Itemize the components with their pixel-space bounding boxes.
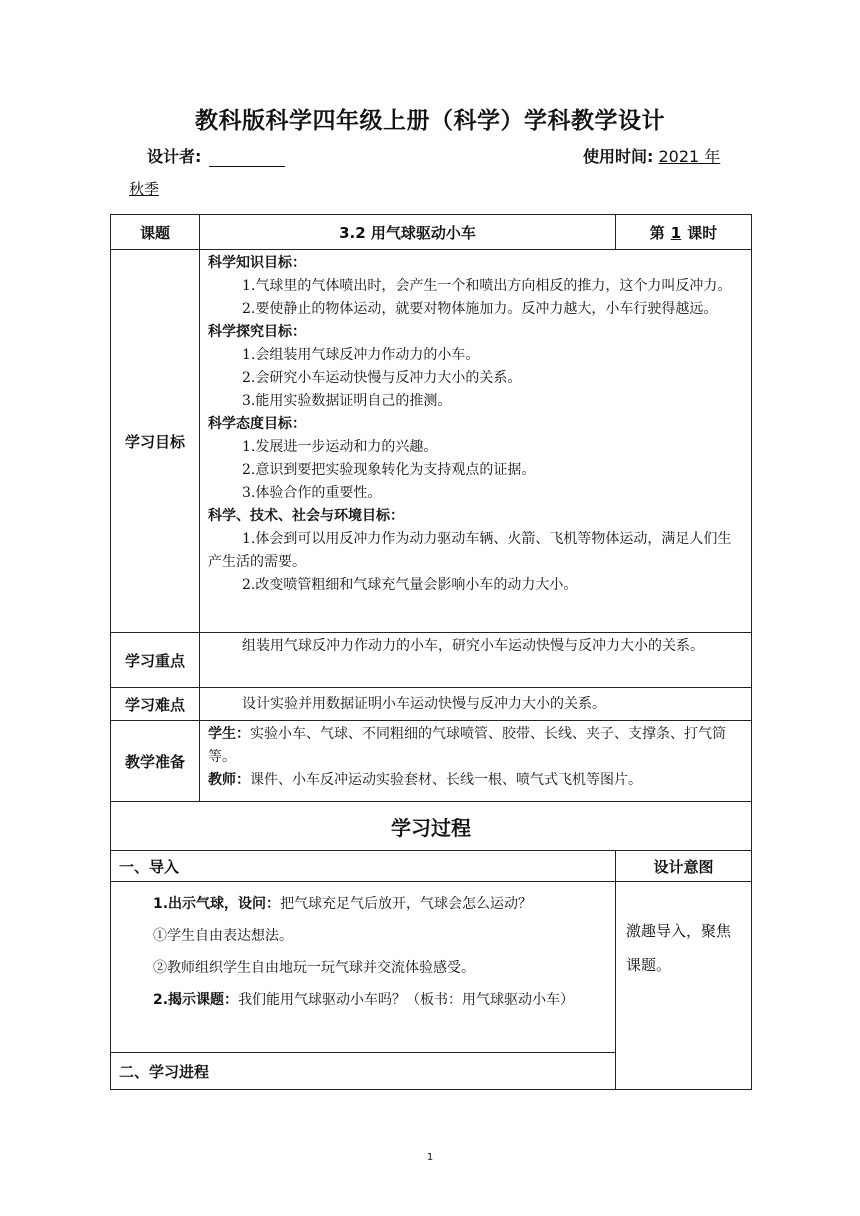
period-suffix: 课时 — [687, 223, 718, 242]
intent-content: 激趣导入，聚焦课题。 — [616, 882, 752, 1090]
answer-2: ②教师组织学生自由地玩一玩气球并交流体验感受。 — [153, 960, 475, 976]
sts-item: 2.改变喷管粗细和气球充气量会影响小车的动力大小。 — [242, 577, 578, 593]
attitude-item: 2.意识到要把实验现象转化为支持观点的证据。 — [242, 462, 536, 478]
teacher-prep-label: 教师： — [208, 772, 250, 788]
difficulty-content — [200, 688, 752, 721]
attitude-item: 3.体验合作的重要性。 — [242, 485, 382, 501]
inquiry-item: 2.会研究小车运动快慢与反冲力大小的关系。 — [242, 370, 522, 386]
student-prep-text: 实验小车、气球、不同粗细的气球喷管、胶带、长线、夹子、支撑条、打气筒等。 — [208, 726, 726, 765]
intro-step-title: 一、导入 — [111, 851, 616, 882]
intro-body-row — [111, 882, 752, 1053]
inquiry-item: 1.会组装用气球反冲力作动力的小车。 — [242, 347, 480, 363]
topic-label: 课题 — [111, 215, 200, 250]
preparation-content — [200, 721, 752, 802]
inquiry-item: 3.能用实验数据证明自己的推测。 — [242, 393, 452, 409]
usage-time-field — [583, 144, 720, 167]
period-number: 1 — [670, 223, 682, 242]
difficulty-text: 设计实验并用数据证明小车运动快慢与反冲力大小的关系。 — [242, 695, 606, 712]
usage-season: 秋季 — [129, 180, 160, 198]
key-point-row — [111, 633, 752, 688]
difficulty-row — [111, 688, 752, 721]
question-1 — [119, 888, 607, 920]
key-point-content — [200, 633, 752, 688]
period-prefix: 第 — [649, 223, 665, 242]
intent-header: 设计意图 — [616, 851, 752, 882]
document-title: 教科版科学四年级上册（科学）学科教学设计 — [195, 108, 665, 134]
topic-row — [111, 215, 752, 250]
sts-heading: 科学、技术、社会与环境目标： — [208, 508, 404, 524]
intro-body — [111, 882, 616, 1053]
period-cell — [616, 215, 752, 250]
goals-row — [111, 250, 752, 633]
process-section-title: 学习过程 — [111, 802, 752, 851]
topic-value: 3.2 用气球驱动小车 — [200, 215, 616, 250]
question-2-text: 我们能用气球驱动小车吗？（板书：用气球驱动小车） — [238, 992, 575, 1008]
lesson-plan-table — [110, 214, 752, 1090]
progress-step-title: 二、学习进程 — [111, 1053, 616, 1090]
page-number: 1 — [426, 1152, 434, 1163]
designer-field — [147, 144, 285, 167]
usage-time-value: 2021 年 — [658, 147, 721, 166]
attitude-item: 1.发展进一步运动和力的兴趣。 — [242, 439, 438, 455]
question-2 — [119, 984, 607, 1016]
process-title-row — [111, 802, 752, 851]
usage-time-label: 使用时间: — [583, 147, 654, 166]
question-2-lead: 2.揭示课题： — [153, 992, 239, 1008]
preparation-label: 教学准备 — [111, 721, 200, 802]
student-prep-label: 学生： — [208, 726, 250, 742]
goals-content — [200, 250, 752, 633]
question-1-lead: 1.出示气球，设问： — [153, 896, 281, 912]
key-point-text: 组装用气球反冲力作动力的小车，研究小车运动快慢与反冲力大小的关系。 — [242, 638, 704, 654]
difficulty-label: 学习难点 — [111, 688, 200, 721]
designer-label: 设计者: — [147, 147, 202, 166]
goals-label: 学习目标 — [111, 250, 200, 633]
teacher-prep — [208, 769, 745, 792]
sts-item: 1.体会到可以用反冲力作为动力驱动车辆、火箭、飞机等物体运动，满足人们生产生活的需要。 — [208, 531, 732, 570]
teacher-prep-text: 课件、小车反冲运动实验套材、长线一根、喷气式飞机等图片。 — [250, 772, 642, 788]
answer-1: ①学生自由表达想法。 — [153, 928, 293, 944]
preparation-row — [111, 721, 752, 802]
knowledge-item: 1.气球里的气体喷出时，会产生一个和喷出方向相反的推力，这个力叫反冲力。 — [242, 278, 732, 294]
designer-blank — [209, 148, 285, 167]
knowledge-item: 2.要使静止的物体运动，就要对物体施加力。反冲力越大，小车行驶得越远。 — [242, 301, 718, 317]
attitude-heading: 科学态度目标： — [208, 416, 306, 432]
intro-header-row — [111, 851, 752, 882]
key-point-label: 学习重点 — [111, 633, 200, 688]
knowledge-heading: 科学知识目标： — [208, 255, 306, 271]
question-1-text: 把气球充足气后放开，气球会怎么运动？ — [280, 896, 533, 912]
student-prep — [208, 723, 745, 769]
inquiry-heading: 科学探究目标： — [208, 324, 306, 340]
